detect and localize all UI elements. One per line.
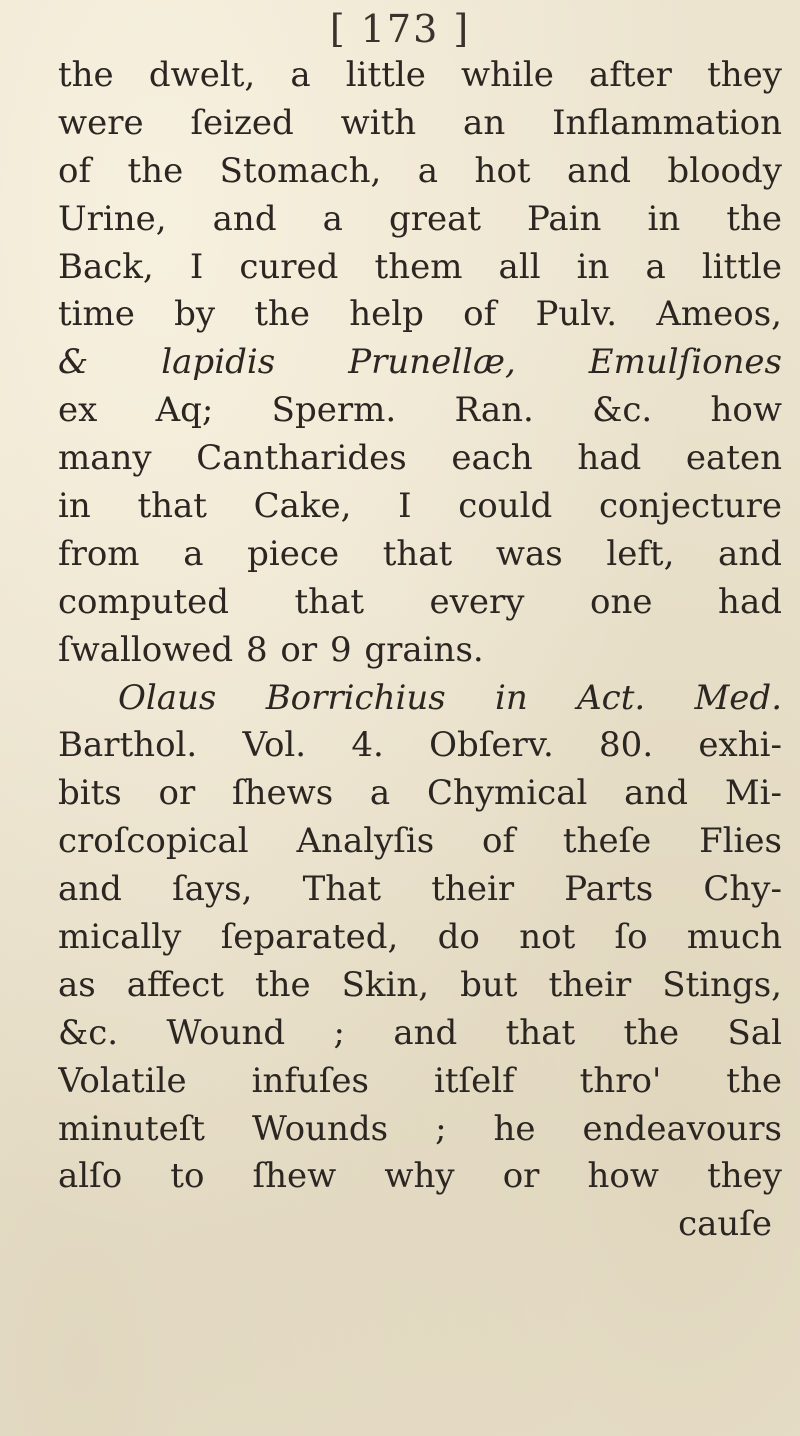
page-number: [ 173 ] <box>329 7 471 51</box>
text-line: &c. Wound ; and that the Sal <box>58 1012 782 1053</box>
text-line: alſo to ſhew why or how they <box>58 1156 782 1197</box>
body-text <box>58 52 782 1249</box>
text-line: mically ſeparated, do not ſo much <box>58 917 782 958</box>
text-line: Back, I cured them all in a little <box>58 246 782 287</box>
text-line: from a piece that was left, and <box>58 533 782 574</box>
text-line: Volatile infuſes itſelf thro' the <box>58 1060 782 1101</box>
text-line: were ſeized with an Inflammation <box>58 102 782 143</box>
text-line: in that Cake, I could conjecture <box>58 486 782 527</box>
text-line: Barthol. Vol. 4. Obſerv. 80. exhi- <box>58 725 782 766</box>
text-line: ex Aq; Sperm. Ran. &c. how <box>58 390 782 431</box>
text-line: time by the help of Pulv. Ameos, <box>58 294 782 335</box>
text-line: many Cantharides each had eaten <box>58 438 782 479</box>
text-line: the dwelt, a little while after they <box>58 55 782 95</box>
text-line: ſwallowed 8 or 9 grains. <box>58 629 484 670</box>
text-line: minuteſt Wounds ; he endeavours <box>58 1108 782 1149</box>
text-line: Olaus Borrichius in Act. Med. <box>118 677 782 718</box>
text-line: croſcopical Analyſis of theſe Flies <box>58 821 782 862</box>
text-line: bits or ſhews a Chymical and Mi- <box>58 773 782 814</box>
text-line: and ſays, That their Parts Chy- <box>58 869 782 910</box>
text-line: as affect the Skin, but their Stings, <box>58 964 782 1005</box>
text-line: of the Stomach, a hot and bloody <box>58 150 782 191</box>
text-line: Urine, and a great Pain in the <box>58 198 782 239</box>
catchword: cauſe <box>678 1204 772 1245</box>
text-line: computed that every one had <box>58 581 782 622</box>
text-line: & lapidis Prunellæ, Emulſiones <box>58 342 782 383</box>
